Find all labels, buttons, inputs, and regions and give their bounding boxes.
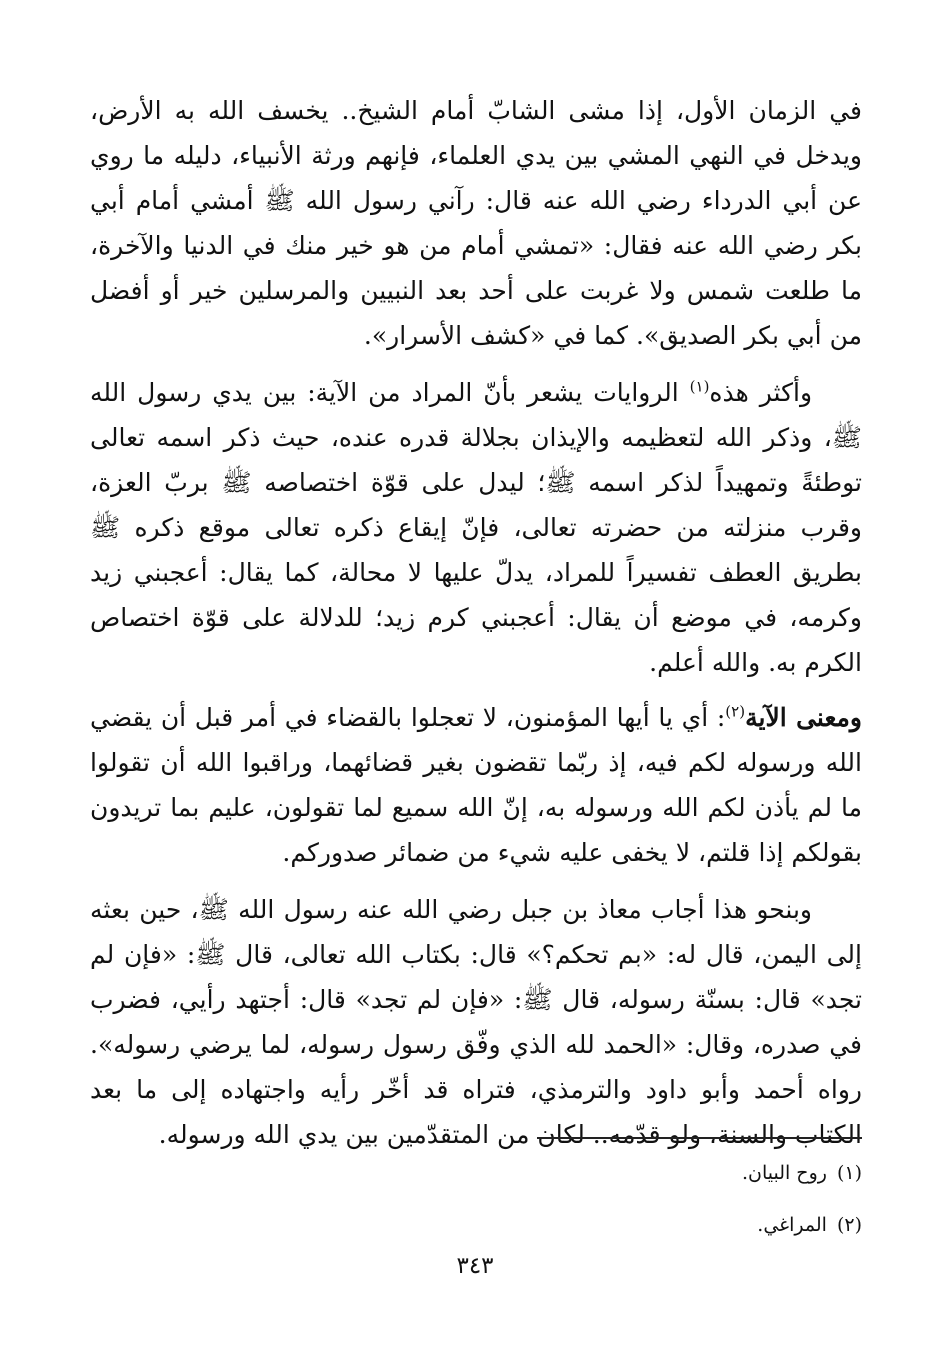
footnote-2-text: المراغي.	[757, 1214, 827, 1236]
footnote-divider	[537, 1137, 862, 1139]
footnotes	[262, 1147, 862, 1251]
footnote-1-number: (١)	[836, 1162, 862, 1184]
footnote-2	[262, 1199, 862, 1251]
paragraph-1: في الزمان الأول، إذا مشى الشابّ أمام الشيخ.. يخسف الله به الأرض، ويدخل في النهي المشي بين يدي العلماء، فإنهم ورثة الأنبياء، دليله ما روي عن أبي الدرداء رضي الله عنه قال: رآني رسول الله ﷺ أمشي أمام أبي بكر رضي الله عنه فقال: «تمشي أمام من هو خير منك في الدنيا والآخرة، ما طلعت شمس ولا غربت على أحد بعد النبيين والمرسلين خير أو أفضل من أبي بكر الصديق». كما في «كشف الأسرار».	[90, 96, 862, 350]
paragraph-2-start: وأكثر هذه	[709, 378, 813, 407]
footnote-reference-1[interactable]: (١)	[689, 377, 710, 396]
page-body	[90, 88, 862, 1157]
page-number: ٣٤٣	[456, 1253, 494, 1279]
footnote-1	[262, 1147, 862, 1199]
paragraph-3-rest: : أي يا أيها المؤمنون، لا تعجلوا بالقضاء في أمر قبل أن يقضي الله ورسوله لكم فيه، إذ ربّما تقضون بغير قضائهما، وراقبوا الله أن تقولوا ما لم يأذن لكم الله ورسوله به، إنّ الله سميع لما تقولون، عليم بما تريدون بقولكم إذا قلتم، لا يخفى عليه شيء من ضمائر صدوركم.	[90, 703, 862, 867]
footnote-2-number: (٢)	[836, 1214, 862, 1236]
footnote-reference-2[interactable]: (٢)	[725, 702, 746, 721]
paragraph-3	[90, 695, 862, 875]
paragraph-2-rest: الروايات يشعر بأنّ المراد من الآية: بين يدي رسول الله ﷺ، وذكر الله لتعظيمه والإيذان بجلالة قدره عنده، حيث ذكر اسمه تعالى توطئةً وتمهيداً لذكر اسمه ﷺ؛ ليدل على قوّة اختصاصه ﷺ بربّ العزة، وقرب منزلته من حضرته تعالى، فإنّ إيقاع ذكره تعالى موقع ذكره ﷺ بطريق العطف تفسيراً للمراد، يدلّ عليها لا محالة، كما يقال: أعجبني زيد وكرمه، في موضع أن يقال: أعجبني كرم زيد؛ للدلالة على قوّة اختصاص الكرم به. والله أعلم.	[90, 378, 862, 677]
paragraph-4: وبنحو هذا أجاب معاذ بن جبل رضي الله عنه رسول الله ﷺ، حين بعثه إلى اليمن، قال له: «بم تحكم؟» قال: بكتاب الله تعالى، قال ﷺ: «فإن لم تجد» قال: بسنّة رسوله، قال ﷺ: «فإن لم تجد» قال: أجتهد رأيي، فضرب في صدره، وقال: «الحمد لله الذي وفّق رسول رسوله، لما يرضي رسوله». رواه أحمد وأبو داود والترمذي، فتراه قد أخّر رأيه واجتهاده إلى ما بعد الكتاب والسنة، ولو قدّمه.. لكان من المتقدّمين بين يدي الله ورسوله.	[90, 895, 862, 1149]
footnote-1-text: روح البيان.	[741, 1162, 827, 1184]
paragraph-2	[90, 370, 862, 685]
paragraph-3-lead: ومعنى الآية	[745, 703, 862, 732]
